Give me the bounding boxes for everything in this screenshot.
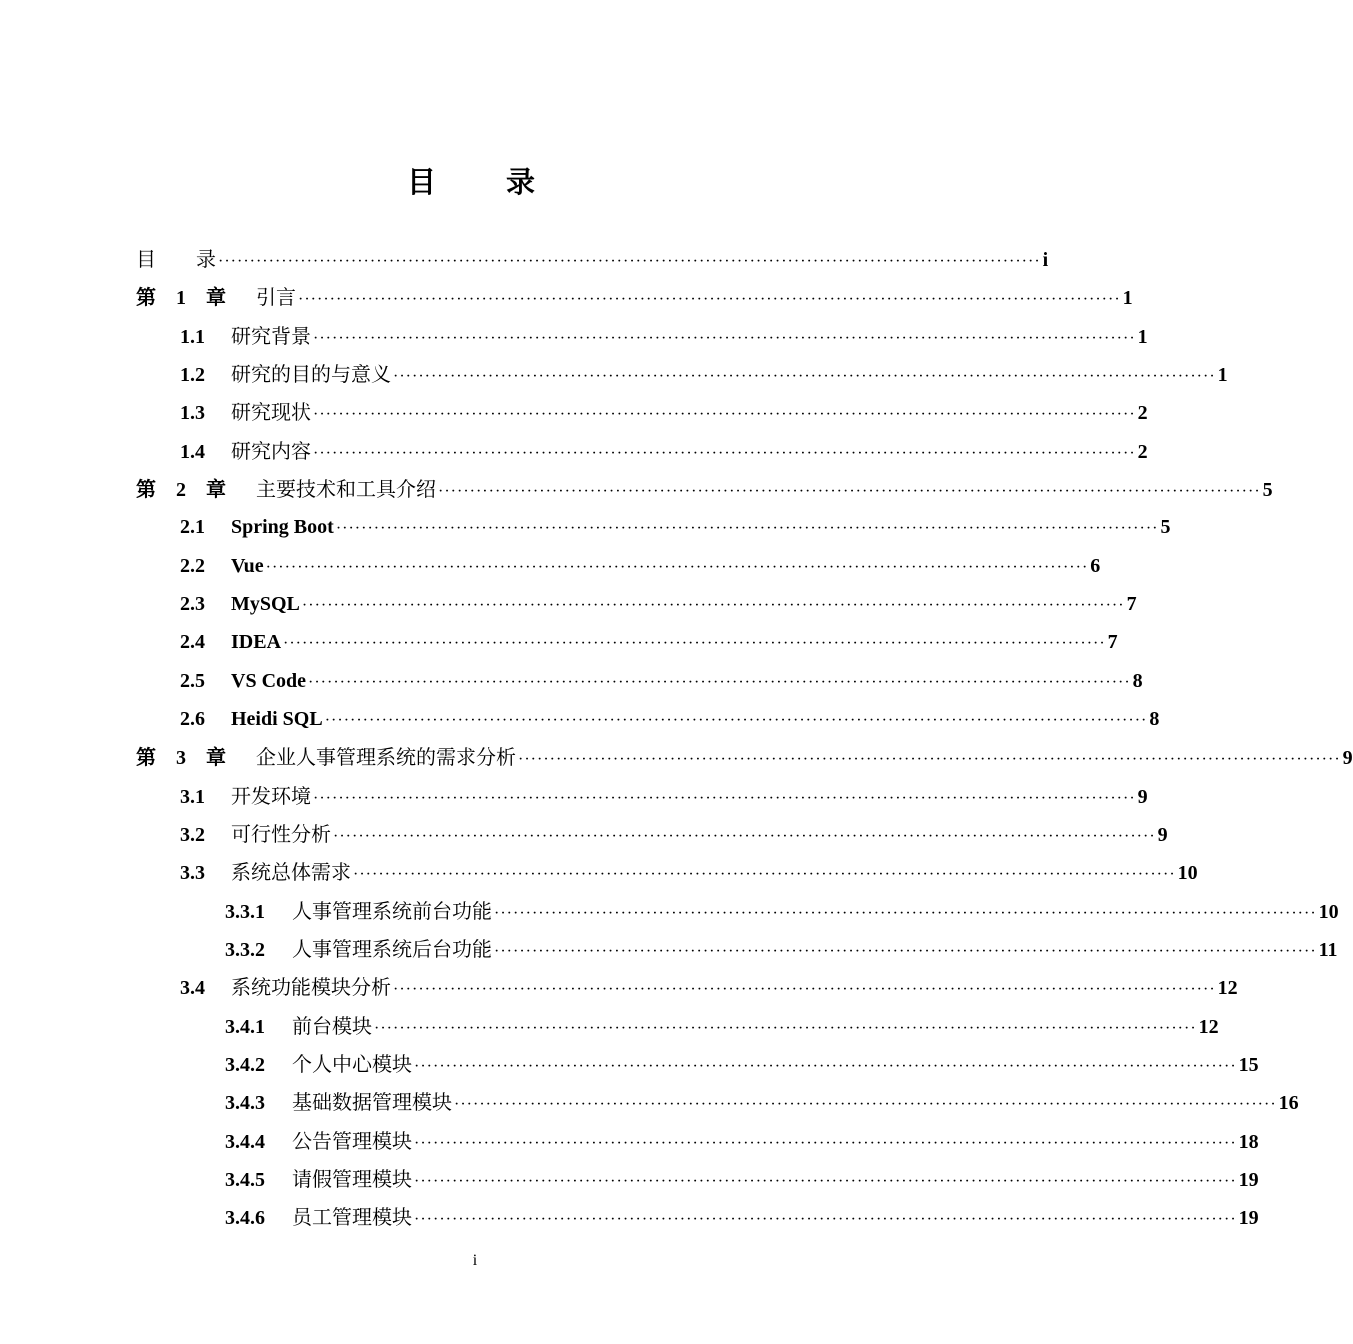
toc-leader: ·································································································································· bbox=[324, 712, 1148, 729]
toc-leader: ·································································································································· bbox=[301, 597, 1125, 614]
toc-entry-number: 3.4.3 bbox=[225, 1092, 265, 1114]
toc-entry[interactable] bbox=[136, 474, 1273, 504]
toc-entry-text: 研究背景 bbox=[231, 324, 311, 348]
toc-leader: ·································································································································· bbox=[313, 445, 1136, 462]
toc-entry[interactable] bbox=[180, 359, 1228, 389]
toc-entry[interactable] bbox=[180, 819, 1168, 849]
toc-entry-text: 开发环境 bbox=[231, 784, 311, 808]
toc-leader: ·································································································································· bbox=[335, 520, 1159, 537]
toc-leader: ·································································································································· bbox=[393, 368, 1216, 385]
toc-leader: ·································································································································· bbox=[308, 674, 1131, 691]
toc-leader: ·································································································································· bbox=[494, 905, 1317, 922]
toc-entry-number: 3.4.2 bbox=[225, 1054, 265, 1076]
toc-entry-text: 人事管理系统后台功能 bbox=[292, 937, 492, 961]
toc-entry-text: 引言 bbox=[256, 285, 296, 309]
toc-entry-text: VS Code bbox=[231, 670, 307, 692]
toc-entry-number: 3.3.2 bbox=[225, 939, 265, 961]
toc-entry-page: 10 bbox=[1318, 901, 1339, 923]
toc-entry[interactable] bbox=[180, 512, 1171, 542]
toc-entry-page: 1 bbox=[1122, 287, 1133, 309]
toc-entry-page: 2 bbox=[1137, 441, 1148, 463]
toc-entry-number: 第 1 章 bbox=[136, 287, 226, 309]
page-title bbox=[0, 162, 950, 202]
toc-entry[interactable] bbox=[225, 1011, 1219, 1041]
toc-entry[interactable] bbox=[180, 704, 1160, 734]
toc-entry[interactable] bbox=[225, 1164, 1259, 1194]
toc-entry-page: 9 bbox=[1342, 747, 1353, 769]
toc-entry-page: 7 bbox=[1107, 631, 1118, 653]
toc-leader: ·································································································································· bbox=[283, 635, 1106, 652]
toc-entry-text: 主要技术和工具介绍 bbox=[256, 477, 436, 501]
toc-entry-page: 12 bbox=[1198, 1016, 1219, 1038]
toc-entry-text: Heidi SQL bbox=[231, 708, 323, 730]
toc-entry-number: 3.4 bbox=[180, 977, 205, 999]
toc-entry-page: 2 bbox=[1137, 402, 1148, 424]
toc-entry-text: 可行性分析 bbox=[231, 822, 331, 846]
toc-entry-text: 公告管理模块 bbox=[292, 1129, 412, 1153]
toc-leader: ·································································································································· bbox=[313, 330, 1136, 347]
toc-leader: ·································································································································· bbox=[333, 828, 1156, 845]
page-number: i bbox=[472, 1252, 478, 1269]
toc-entry-page: 11 bbox=[1318, 939, 1338, 961]
toc-entry[interactable] bbox=[180, 551, 1101, 581]
toc-entry-text: MySQL bbox=[231, 593, 300, 615]
toc-entry-number: 3.1 bbox=[180, 786, 205, 808]
toc-entry[interactable] bbox=[180, 781, 1148, 811]
toc-entry[interactable] bbox=[180, 436, 1148, 466]
toc-entry[interactable] bbox=[225, 1202, 1259, 1232]
toc-entry-number: 第 3 章 bbox=[136, 747, 226, 769]
toc-entry-text: 个人中心模块 bbox=[292, 1052, 412, 1076]
toc-entry-text: 请假管理模块 bbox=[292, 1167, 412, 1191]
toc-entry-text: 前台模块 bbox=[292, 1014, 372, 1038]
toc-entry-number: 2.2 bbox=[180, 555, 205, 577]
toc-entry-page: 19 bbox=[1238, 1169, 1259, 1191]
toc-entry-page: 5 bbox=[1262, 479, 1273, 501]
toc-entry-text: Spring Boot bbox=[231, 516, 334, 538]
toc-entry-number: 2.6 bbox=[180, 708, 205, 730]
toc-leader: ·································································································································· bbox=[414, 1173, 1237, 1190]
toc-entry-text: 研究现状 bbox=[231, 400, 311, 424]
toc-entry-page: 1 bbox=[1217, 364, 1228, 386]
toc-leader: ·································································································································· bbox=[414, 1058, 1237, 1075]
toc-entry-text: 人事管理系统前台功能 bbox=[292, 899, 492, 923]
toc-entry-page: 7 bbox=[1126, 593, 1137, 615]
toc-entry-page: 8 bbox=[1149, 708, 1160, 730]
toc-entry[interactable] bbox=[225, 1049, 1259, 1079]
toc-leader: ·································································································································· bbox=[313, 406, 1136, 423]
toc-entry-text: 企业人事管理系统的需求分析 bbox=[256, 745, 516, 769]
toc-leader: ·································································································································· bbox=[353, 866, 1176, 883]
toc-entry-page: 19 bbox=[1238, 1207, 1259, 1229]
toc-entry[interactable] bbox=[180, 627, 1118, 657]
toc-entry-text: 系统总体需求 bbox=[231, 860, 351, 884]
toc-leader: ·································································································································· bbox=[298, 291, 1121, 308]
toc-entry-text: 目 录 bbox=[136, 247, 216, 271]
toc-leader: ·································································································································· bbox=[518, 751, 1341, 768]
toc-entry-number: 2.1 bbox=[180, 516, 205, 538]
toc-leader: ·································································································································· bbox=[265, 559, 1089, 576]
toc-entry-page: 9 bbox=[1157, 824, 1168, 846]
toc-entry[interactable] bbox=[136, 742, 1353, 772]
toc-entry-number: 2.4 bbox=[180, 631, 205, 653]
toc-entry[interactable] bbox=[180, 666, 1143, 696]
toc-entry-number: 3.4.4 bbox=[225, 1131, 265, 1153]
toc-entry-number: 3.4.5 bbox=[225, 1169, 265, 1191]
toc-entry[interactable] bbox=[180, 589, 1137, 619]
toc-entry[interactable] bbox=[180, 321, 1148, 351]
toc-entry-text: 员工管理模块 bbox=[292, 1205, 412, 1229]
toc-entry-number: 1.3 bbox=[180, 402, 205, 424]
toc-entry-page: 16 bbox=[1278, 1092, 1299, 1114]
toc-entry-number: 3.4.6 bbox=[225, 1207, 265, 1229]
toc-entry-text: 系统功能模块分析 bbox=[231, 975, 391, 999]
toc-leader: ·································································································································· bbox=[393, 981, 1216, 998]
toc-entry-page: 9 bbox=[1137, 786, 1148, 808]
toc-entry-page: 1 bbox=[1137, 326, 1148, 348]
toc-entry-number: 3.2 bbox=[180, 824, 205, 846]
toc-entry-page: 5 bbox=[1160, 516, 1171, 538]
toc-entry-number: 3.3.1 bbox=[225, 901, 265, 923]
toc-entry-page: 6 bbox=[1090, 555, 1101, 577]
toc-entry[interactable] bbox=[180, 857, 1198, 887]
title-char-1: 目 bbox=[406, 165, 444, 199]
toc-entry[interactable] bbox=[225, 1087, 1299, 1117]
toc-entry-text: 研究的目的与意义 bbox=[231, 362, 391, 386]
toc-entry-text: 研究内容 bbox=[231, 439, 311, 463]
toc-leader: ·································································································································· bbox=[218, 253, 1041, 270]
toc-entry-number: 1.1 bbox=[180, 326, 205, 348]
toc-entry-number: 3.4.1 bbox=[225, 1016, 265, 1038]
toc-entry-number: 2.3 bbox=[180, 593, 205, 615]
toc-entry-page: 8 bbox=[1132, 670, 1143, 692]
toc-entry-text: 基础数据管理模块 bbox=[292, 1090, 452, 1114]
toc-leader: ·································································································································· bbox=[374, 1020, 1197, 1037]
toc-entry[interactable] bbox=[136, 244, 1049, 274]
toc-entry-page: 15 bbox=[1238, 1054, 1259, 1076]
toc-leader: ·································································································································· bbox=[313, 790, 1136, 807]
toc-entry-number: 1.4 bbox=[180, 441, 205, 463]
toc-leader: ·································································································································· bbox=[438, 483, 1261, 500]
toc-entry-text: Vue bbox=[231, 555, 264, 577]
toc-entry[interactable] bbox=[225, 896, 1339, 926]
toc-entry-text: IDEA bbox=[231, 631, 282, 653]
toc-entry-number: 1.2 bbox=[180, 364, 205, 386]
toc-entry[interactable] bbox=[225, 1126, 1259, 1156]
toc-leader: ·································································································································· bbox=[494, 943, 1317, 960]
toc-entry[interactable] bbox=[136, 282, 1133, 312]
toc-entry[interactable] bbox=[180, 972, 1238, 1002]
title-char-2: 录 bbox=[506, 165, 544, 199]
toc-leader: ·································································································································· bbox=[414, 1135, 1237, 1152]
toc-leader: ·································································································································· bbox=[454, 1096, 1277, 1113]
toc-entry-page: 18 bbox=[1238, 1131, 1259, 1153]
toc-entry[interactable] bbox=[225, 934, 1338, 964]
toc-leader: ·································································································································· bbox=[414, 1211, 1237, 1228]
toc-entry-number: 第 2 章 bbox=[136, 479, 226, 501]
toc-entry-page: 12 bbox=[1217, 977, 1238, 999]
toc-entry-number: 3.3 bbox=[180, 862, 205, 884]
toc-entry[interactable] bbox=[180, 397, 1148, 427]
toc-entry-page: i bbox=[1042, 249, 1049, 271]
toc-entry-page: 10 bbox=[1177, 862, 1198, 884]
toc-entry-number: 2.5 bbox=[180, 670, 205, 692]
